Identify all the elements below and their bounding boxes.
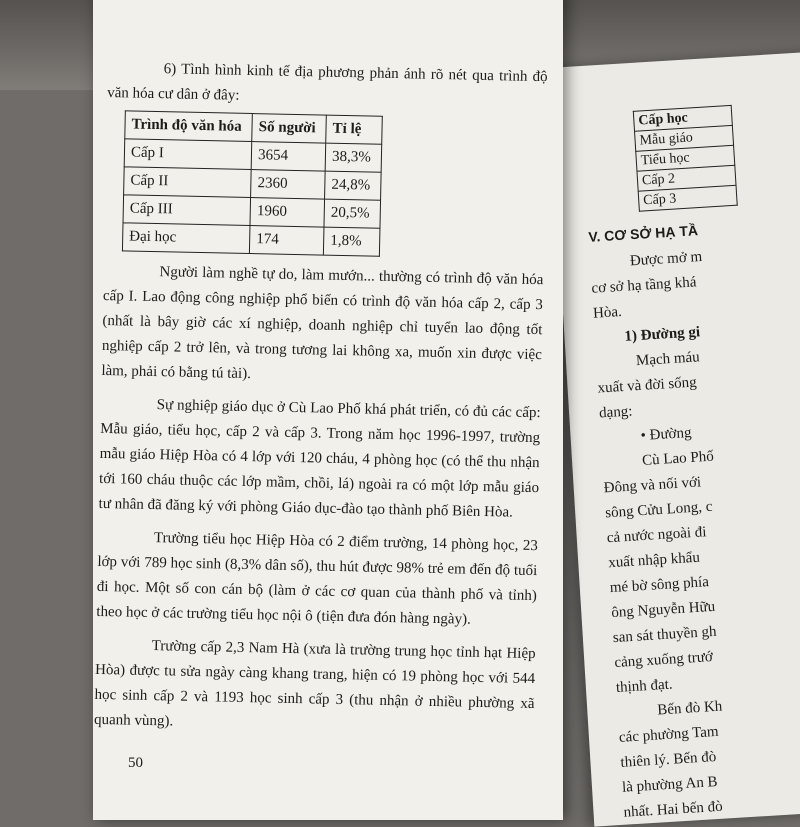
text-line: sông Cửu Long, c: [604, 498, 713, 522]
table-cell: Mẫu giáo: [635, 125, 734, 151]
table-cell: 1,8%: [323, 227, 379, 256]
text-line: ông Nguyễn Hữu: [610, 598, 716, 622]
text-line: cơ sở hạ tầng khá: [591, 274, 697, 297]
table-row: [122, 223, 379, 256]
table-cell: 1960: [250, 198, 324, 228]
text-line: là phường An B: [621, 773, 719, 796]
table-cell: Cấp 2: [637, 165, 736, 191]
education-level-table: [633, 105, 738, 212]
table-cell: Cấp I: [124, 139, 252, 170]
text-line: Bến đò Kh: [656, 698, 723, 719]
section-title: V. CƠ SỞ HẠ TẦ: [587, 222, 699, 245]
text-line: 1) Đường gi: [624, 324, 701, 345]
text-line: Hòa.: [592, 303, 623, 322]
table-cell: Cấp 3: [638, 185, 737, 211]
text-line: cảng xuống trướ: [613, 649, 714, 672]
text-line: Mạch máu: [635, 349, 701, 370]
body-paragraph: Người làm nghề tự do, làm mướn... thường có trình độ văn hóa cấp I. Lao động công nghiệp phổ biến có trình độ văn hóa cấp 2, cấp 3 (nhất là bây giờ các xí nghiệp, doanh nghiệp chỉ tuyển lao động tốt nghiệp cấp 2 trở lên, và trong tương lai không xa, muốn xin được việc làm, phải có bằng tú tài).: [101, 264, 544, 383]
table-cell: 38,3%: [325, 143, 381, 172]
text-line: san sát thuyền gh: [612, 623, 717, 647]
column-header: Trình độ văn hóa: [125, 111, 253, 142]
column-header: Tỉ lệ: [326, 115, 382, 144]
table-cell: Đại học: [122, 223, 250, 254]
table-cell: 2360: [251, 170, 325, 200]
table-cell: 20,5%: [324, 199, 380, 228]
body-paragraph: Trường cấp 2,3 Nam Hà (xưa là trường trung học tỉnh hạt Hiệp Hòa) được tu sửa ngày càng khang trang, hiện có 19 phòng học với 544 học sinh cấp 2 và 1193 học sinh cấp 3 (thu nhận ở nhiều phường xã quanh vùng).: [93, 638, 536, 730]
text-line: xuất và đời sống: [597, 374, 698, 397]
right-page: [548, 50, 800, 827]
body-paragraph: Sự nghiệp giáo dục ở Cù Lao Phố khá phát triển, có đủ các cấp: Mẫu giáo, tiểu học, cấp 2 và cấp 3. Trong năm học 1996-1997, trường mẫu giáo Hiệp Hòa có 4 lớp với 120 cháu, 4 phòng học (có thể thu nhận tới 160 cháu thuộc các lớp mầm, chồi, lá) ngoài ra có một lớp mẫu giáo tư nhân đã đăng ký với phòng Giáo dục-đào tạo thành phố Biên Hòa.: [98, 397, 541, 521]
table-cell: Cấp II: [124, 167, 252, 198]
text-line: mé bờ sông phía: [609, 574, 710, 597]
table-cell: Cấp học: [633, 105, 732, 131]
page-number: 50: [128, 755, 143, 771]
table-cell: 174: [250, 226, 324, 256]
text-line: Được mở m: [629, 248, 703, 270]
left-page-content: [94, 56, 548, 742]
text-line: Đông và nối với: [603, 474, 702, 497]
text-line: • Đường: [600, 410, 800, 451]
text-line: xuất nhập khẩu: [607, 549, 701, 572]
intro-paragraph: 6) Tình hình kinh tế địa phương phản ánh rõ nét qua trình độ văn hóa cư dân ở đây:: [107, 61, 548, 104]
text-line: cả nước ngoài đi: [606, 524, 707, 547]
text-line: dạng:: [598, 403, 633, 422]
body-paragraph: Trường tiểu học Hiệp Hòa có 2 điểm trường, 14 phòng học, 23 lớp với 789 học sinh (8,3% dân số), thu hút được 98% trẻ em đến độ tuổi đi học. Một số con cán bộ (làm ở các cơ quan của thành phố và tỉnh) theo học ở các trường tiểu học nội ô (tiện đưa đón hàng ngày).: [96, 530, 538, 628]
table-cell: Cấp III: [123, 195, 251, 226]
column-header: Số người: [252, 114, 326, 144]
right-page-content: [581, 98, 800, 826]
text-line: thịnh đạt.: [615, 676, 674, 696]
table-cell: 24,8%: [325, 171, 381, 200]
text-line: Cù Lao Phố: [641, 448, 715, 469]
table-cell: Tiểu học: [636, 145, 735, 171]
text-line: thiên lý. Bến đò: [620, 749, 717, 771]
education-table: [122, 110, 383, 256]
text-line: các phường Tam: [618, 723, 720, 746]
text-line: nhất. Hai bến đò: [623, 798, 724, 821]
table-cell: 3654: [251, 142, 325, 172]
right-page-lines: [589, 235, 800, 825]
